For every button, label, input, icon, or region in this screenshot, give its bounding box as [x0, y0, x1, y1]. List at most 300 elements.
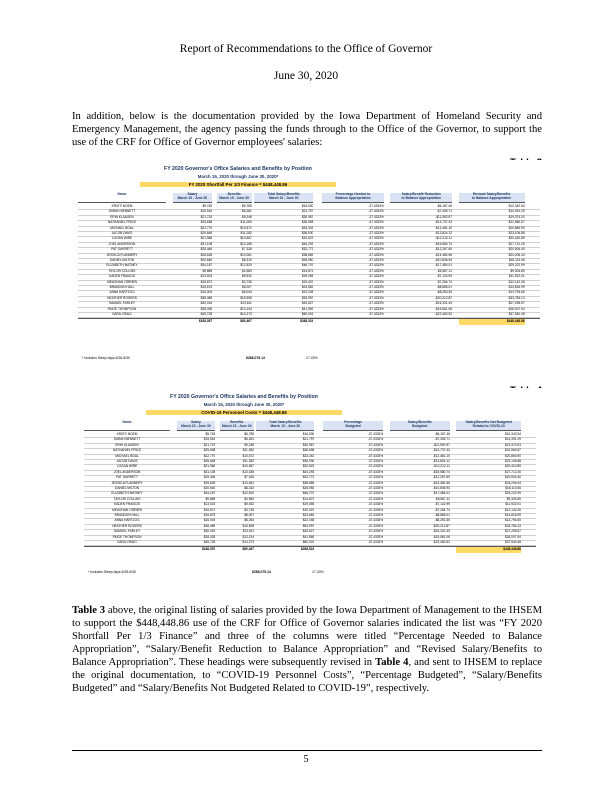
table-cell: $13,134	[242, 534, 255, 539]
table-cell: -$15,561.06	[432, 534, 450, 539]
table-3-image	[72, 160, 547, 382]
data-table	[78, 193, 540, 350]
table-cell: NATHANIEL PRICE	[107, 220, 137, 225]
table-cell: $22,770	[203, 453, 216, 458]
table-cell: -$16,580.74	[434, 241, 452, 246]
paragraph-text: , and sent to IHSEM to replace the original documentation, to “COVID-19 Personnel Costs”, “Percentage Budgeted”, “Salary/Benefits Budgeted” and “Salary/Benefits Not Budgeted Related to COVID-19”, respectively.	[72, 657, 542, 694]
table-cell: -$5,567.11	[436, 268, 452, 273]
table-cell: $18,113.06	[508, 258, 525, 262]
table-cell: $22,048	[301, 290, 314, 295]
table-cell: $9,889	[202, 268, 213, 273]
totals-row	[78, 318, 540, 324]
table-cell: -$5,567.11	[434, 496, 450, 501]
table-cell: $12,520	[242, 491, 255, 496]
totals-cell: $80,467	[240, 319, 252, 324]
summary-total: $268,075.14	[252, 570, 271, 574]
table-cell: $16,530	[301, 204, 314, 208]
table-cell: $8,310	[242, 258, 252, 262]
table-cell: $20,504.40	[508, 247, 525, 252]
table-cell: $6,281	[244, 437, 255, 442]
table-header-cell: Percentage Needed to Balance Appropriation	[322, 193, 384, 203]
table-cell: SARAH BENNETT	[108, 209, 136, 214]
table-cell: $16,530	[302, 432, 315, 436]
table-header-cell: Name	[78, 193, 166, 203]
table-cell: -37.4333%	[367, 480, 384, 485]
table-cell: DANIEL MILTON	[109, 258, 135, 262]
table-footnote: * Includes Sleep days 6/26-6/30	[82, 356, 130, 360]
table-cell: -37.4333%	[368, 236, 384, 241]
table-cell: $20,860.90	[504, 453, 521, 458]
table-cell: JESSICA FLANNERY	[106, 252, 138, 257]
table-cell: $30,016	[203, 529, 216, 534]
totals-row	[84, 546, 536, 552]
table-cell: $25,446	[200, 247, 213, 252]
table-cell: -37.4333%	[367, 496, 384, 501]
table-cell: $9,304.89	[510, 268, 525, 273]
table-cell: -$7,132.99	[434, 502, 450, 507]
table-cell: $13,611	[242, 529, 255, 534]
table-cell: -37.4333%	[367, 459, 384, 463]
table-cell: -$12,212.11	[435, 236, 452, 241]
table-cell: $41,569	[302, 534, 315, 539]
table-cell: $10,572	[240, 225, 252, 230]
table-cell: $27,295.57	[504, 529, 521, 534]
table-cell: -37.4333%	[368, 312, 384, 316]
table-cell: $24,206.44	[504, 480, 521, 485]
table-4-image	[72, 388, 547, 590]
table-cell: JACOB DAVIS	[116, 459, 138, 463]
table-cell: $5,532	[242, 274, 252, 279]
table-cell: $53,997	[301, 295, 314, 300]
table-cell: $9,304.89	[506, 496, 521, 501]
table-cell: -$12,481.10	[434, 225, 452, 230]
table-header-cell: Revised Salary/Benefits to Balance Appropriation	[459, 193, 525, 203]
table-cell: SARAH BENNETT	[113, 437, 141, 442]
table-cell: $14,391.29	[508, 209, 525, 214]
table-cell: BRANDON HALL	[114, 513, 140, 517]
table-cell: SARA CRAIG	[112, 312, 132, 316]
table-cell: $27,712.26	[504, 469, 521, 474]
table-cell: -$10,836.94	[434, 258, 452, 262]
table-cell: $7,326	[242, 247, 252, 252]
table-cell: -37.4333%	[367, 518, 384, 523]
table-cell: $60,001	[301, 312, 314, 316]
table-cell: -$15,561.06	[434, 306, 452, 311]
table-cell: -37.4333%	[368, 301, 384, 306]
table-cell: $28,435	[200, 306, 213, 311]
table-cell: ANNA HARTZOG	[109, 290, 135, 295]
table-cell: -37.4333%	[367, 475, 384, 480]
table-header-cell: Benefits March 15 - June 30	[217, 193, 252, 203]
table-cell: BRANDON HALL	[109, 285, 135, 289]
table-cell: $3,735	[244, 507, 255, 512]
table-cell: $12,142.26	[508, 279, 525, 284]
table-cell: $6,785	[242, 204, 252, 208]
table-cell: $53,997	[302, 523, 315, 528]
table-cell: $20,504.40	[504, 475, 521, 480]
table-cell: $10,572	[242, 453, 255, 458]
table-cell: -37.4333%	[367, 529, 384, 534]
table-header-cell: Percentage Budgeted	[323, 421, 383, 431]
table-cell: -37.4333%	[368, 220, 384, 225]
table-cell: $21,719	[203, 442, 216, 447]
table-cell: $8,310	[244, 486, 255, 490]
table-cell: -37.4333%	[367, 486, 384, 490]
table-cell: $8,007	[242, 285, 252, 289]
table-cell: $28,435	[203, 534, 216, 539]
table-header-cell: Benefits March 15 - June 30	[220, 421, 254, 431]
table-cell: $25,648	[200, 231, 213, 235]
table-cell: $16,004	[200, 290, 213, 295]
table-cell: -37.4333%	[368, 306, 384, 311]
table-cell: -37.4333%	[367, 534, 384, 539]
table-header-cell: Salary/Benefits Not Budgeted Related to COVID-19	[456, 421, 521, 431]
table-cell: $43,627	[301, 301, 314, 306]
table-cell: KADEN FRANCIS	[109, 274, 135, 279]
table-cell: -$12,267.60	[434, 247, 452, 252]
table-cell: JACOB DAVIS	[111, 231, 133, 235]
table-subtitle: March 15, 2020 through June 30, 2020*	[197, 174, 279, 179]
table-cell: $45,728	[203, 540, 216, 544]
table-cell: $33,342	[302, 453, 315, 458]
table-cell: -$13,824.12	[432, 459, 450, 463]
table-cell: $6,044	[242, 290, 252, 295]
table-cell: $15,508	[240, 295, 252, 300]
table-cell: $19,374.03	[508, 214, 525, 219]
table-cell: $25,638	[203, 448, 216, 453]
table-cell: $9,745	[202, 204, 213, 208]
table-cell: $36,698	[301, 220, 314, 225]
table-cell: -37.4333%	[367, 448, 384, 453]
table-cell: -$20,212.87	[432, 523, 450, 528]
table-cell: $14,872	[302, 496, 315, 501]
table-cell: -$7,132.99	[436, 274, 452, 279]
table-cell: TAYLOR COLLINS	[108, 268, 136, 273]
table-cell: $32,623	[301, 236, 314, 241]
table-cell: $19,407	[301, 279, 314, 284]
table-cell: $16,004	[203, 518, 216, 523]
table-reference: Table 3	[72, 605, 106, 616]
table-cell: $19,055	[301, 274, 314, 279]
table-cell: SARA CRAIG	[117, 540, 137, 544]
table-cell: MICHAEL BOAL	[115, 453, 139, 458]
table-header-cell: Total Salary/Benefits March 15 - June 30	[256, 421, 314, 431]
table-cell: $11,922.01	[505, 502, 521, 507]
table-cell: -37.4333%	[367, 464, 384, 469]
table-cell: -37.4333%	[367, 469, 384, 474]
table-cell: -$8,865.01	[434, 513, 450, 517]
table-cell: $12,142.26	[504, 507, 521, 512]
table-banner: FY 2020 Shortfall Per 1/3 Finance = $448,448.86	[140, 182, 336, 187]
table-cell: $44,293	[302, 469, 315, 474]
table-banner: COVID-19 Personnel Costs = $448,448.86	[146, 410, 342, 415]
table-cell: $14,273	[240, 312, 252, 316]
table-cell: $11,060	[242, 448, 255, 453]
table-cell: $13,523	[200, 274, 213, 279]
table-cell: $19,374.03	[504, 442, 521, 447]
table-cell: PAIGE THOMPSON	[112, 534, 142, 539]
table-cell: $33,784.13	[508, 295, 525, 300]
table-cell: $26,007.94	[504, 534, 521, 539]
table-cell: $18,113.06	[505, 486, 521, 490]
table-cell: -$12,267.60	[432, 475, 450, 480]
table-cell: $46,707	[302, 491, 315, 496]
table-cell: -37.4333%	[367, 540, 384, 544]
table-cell: $11,060	[240, 220, 252, 225]
table-cell: $37,540.48	[504, 540, 521, 544]
table-cell: -$14,482.56	[434, 252, 452, 257]
table-cell: -$12,481.10	[432, 453, 450, 458]
table-cell: LOGAN WIRE	[116, 464, 138, 469]
table-cell: MEAGHAN O'BRIEN	[107, 279, 137, 284]
table-header-cell: Salary March 15 - June 30	[177, 421, 216, 431]
table-cell: KRISTI NOEM	[111, 204, 133, 208]
table-cell: $13,794.65	[504, 518, 521, 523]
table-cell: $22,960.57	[508, 220, 525, 225]
totals-cell: $448,448.86	[456, 547, 521, 552]
table-cell: $21,719	[200, 214, 213, 219]
table-cell: -$14,482.56	[432, 480, 450, 485]
totals-cell: $448,448.86	[459, 319, 525, 324]
table-cell: -37.4333%	[367, 523, 384, 528]
table-cell: -$13,737.43	[432, 448, 450, 453]
table-cell: -$13,737.43	[434, 220, 452, 225]
table-cell: $20,410.89	[504, 464, 521, 469]
table-cell: $33,342	[301, 225, 314, 230]
table-cell: $21,966	[200, 236, 213, 241]
table-cell: $30,967	[302, 442, 315, 447]
table-cell: -$22,460.52	[434, 312, 452, 316]
table-cell: $37,540.48	[508, 312, 525, 316]
table-cell: $9,745	[205, 432, 216, 436]
table-cell: ANNA HARTZOG	[114, 518, 140, 523]
totals-cell: $188,057	[201, 547, 216, 552]
table-cell: $32,772	[302, 475, 315, 480]
table-cell: $13,794.65	[508, 290, 525, 295]
table-cell: $25,628	[203, 480, 216, 485]
table-cell: $10,657	[240, 236, 252, 241]
table-cell: $25,638	[200, 220, 213, 225]
table-cell: TAYLOR COLLINS	[113, 496, 141, 501]
table-cell: -$16,580.74	[432, 469, 450, 474]
table-cell: $21,797	[302, 437, 315, 442]
table-cell: $38,489	[200, 295, 213, 300]
table-cell: $34,187	[200, 263, 213, 268]
table-cell: $25,446	[203, 475, 216, 480]
table-cell: SAMUEL FARLEY	[113, 529, 141, 534]
table-cell: -37.4333%	[368, 209, 384, 214]
table-cell: MEAGHAN O'BRIEN	[112, 507, 142, 512]
table-cell: $24,206.44	[508, 252, 525, 257]
table-cell: -$17,484.01	[432, 491, 450, 496]
table-cell: ERIN KLAUSEN	[115, 442, 139, 447]
table-cell: -$8,253.35	[436, 290, 452, 295]
table-cell: -$12,212.11	[433, 464, 450, 469]
report-title: Report of Recommendations to the Office of Governor	[179, 43, 433, 55]
table-cell: -$7,405.71	[436, 209, 452, 214]
table-cell: $27,295.57	[508, 301, 525, 306]
table-cell: $45,728	[200, 312, 213, 316]
table-cell: $31,108	[200, 241, 213, 246]
table-cell: $25,648	[203, 459, 216, 463]
table-cell: $13,611	[240, 301, 252, 306]
table-cell: $36,930	[302, 459, 315, 463]
table-cell: -37.4333%	[367, 507, 384, 512]
table-cell: -37.4333%	[368, 225, 384, 230]
table-cell: JOEL ANDERSON	[113, 469, 141, 474]
table-cell: $28,950	[301, 258, 314, 262]
table-cell: PAT GARRETT	[116, 475, 138, 480]
table-cell: -37.4333%	[368, 241, 384, 246]
table-cell: $46,707	[301, 263, 314, 268]
table-cell: -$16,331.43	[432, 529, 450, 534]
table-cell: -37.4333%	[368, 295, 384, 300]
table-cell: KADEN FRANCIS	[114, 502, 140, 507]
table-cell: DANIEL MILTON	[115, 486, 140, 490]
table-cell: $33,784.13	[504, 523, 521, 528]
table-cell: $26,007.94	[508, 306, 525, 311]
table-cell: PAIGE THOMPSON	[107, 306, 137, 311]
table-cell: $31,108	[203, 469, 216, 474]
table-cell: $44,293	[301, 241, 314, 246]
table-cell: -37.4333%	[368, 290, 384, 295]
table-cell: $6,281	[242, 209, 252, 214]
table-cell: $23,682	[301, 285, 314, 289]
table-cell: -37.4333%	[368, 258, 384, 262]
table-header-cell: Salary/Benefits Budgeted	[390, 421, 450, 431]
table-cell: HEATHER ROGERS	[112, 523, 142, 528]
table-cell: -$6,187.46	[434, 432, 450, 436]
table-cell: $6,044	[244, 518, 255, 523]
table-cell: $25,628	[200, 252, 213, 257]
table-cell: -37.4333%	[367, 453, 384, 458]
table-header-cell: Salary March 15 - June 30	[173, 193, 213, 203]
page-number: 5	[303, 754, 309, 765]
table-cell: -$8,253.35	[434, 518, 450, 523]
table-cell: $29,222.99	[508, 263, 525, 268]
table-cell: -37.4333%	[368, 268, 384, 273]
table-cell: -37.4333%	[368, 204, 384, 208]
data-table	[84, 421, 536, 564]
table-cell: $10,342.54	[508, 204, 525, 208]
table-cell: $14,816.99	[508, 285, 525, 289]
table-cell: $6,785	[244, 432, 255, 436]
footer-rule	[72, 750, 542, 751]
table-cell: -37.4333%	[368, 274, 384, 279]
table-cell: $13,185	[240, 241, 252, 246]
table-cell: $10,657	[242, 464, 255, 469]
table-cell: $36,930	[301, 231, 314, 235]
table-cell: $28,950	[302, 486, 315, 490]
table-cell: -37.4333%	[368, 285, 384, 289]
totals-cell: $80,467	[242, 547, 255, 552]
table-cell: $15,516	[203, 437, 216, 442]
table-cell: $11,922.01	[508, 274, 525, 279]
table-cell: $8,007	[244, 513, 255, 517]
table-cell: -$11,592.97	[433, 442, 450, 447]
table-header-cell: Salary/Benefit Reduction to Balance Appropriation	[390, 193, 452, 203]
table-cell: $23,105.88	[504, 459, 521, 463]
closing-paragraph	[72, 604, 542, 695]
table-cell: $30,016	[200, 301, 213, 306]
table-cell: -37.4333%	[368, 279, 384, 284]
table-cell: -37.4333%	[367, 513, 384, 517]
table-cell: PAT GARRETT	[111, 247, 133, 252]
table-cell: ELIZABETH MATNEY	[111, 491, 143, 496]
totals-cell: $268,524	[301, 547, 315, 552]
table-cell: $20,410.89	[508, 236, 525, 241]
table-cell: $29,222.99	[504, 491, 521, 496]
table-cell: $14,816.99	[504, 513, 521, 517]
table-cell: $27,712.26	[508, 241, 525, 246]
table-cell: $14,391.29	[504, 437, 521, 442]
table-cell: -37.4333%	[368, 214, 384, 219]
table-cell: -37.4333%	[368, 247, 384, 252]
table-cell: $22,770	[200, 225, 213, 230]
table-cell: -37.4333%	[368, 231, 384, 235]
table-header-cell: Name	[84, 421, 170, 431]
table-cell: $13,061	[240, 252, 252, 257]
table-cell: -37.4333%	[367, 502, 384, 507]
table-cell: $10,342.54	[504, 432, 521, 436]
table-cell: $20,860.90	[508, 225, 525, 230]
table-cell: $22,048	[302, 518, 315, 523]
table-cell: $15,508	[242, 523, 255, 528]
table-cell: $20,640	[203, 486, 216, 490]
table-cell: $23,682	[302, 513, 315, 517]
table-cell: -$22,460.52	[432, 540, 450, 544]
table-cell: -37.4333%	[368, 263, 384, 268]
summary-total: $268,075.14	[246, 356, 265, 360]
table-cell: $34,187	[203, 491, 216, 496]
table-cell: $15,516	[200, 209, 213, 214]
table-cell: $60,001	[302, 540, 315, 544]
table-cell: $13,061	[242, 480, 255, 485]
report-date: June 30, 2020	[273, 70, 339, 82]
table-cell: HEATHER ROGERS	[107, 295, 137, 300]
table-cell: KRISTI NOEM	[116, 432, 138, 436]
intro-paragraph: In addition, below is the documentation provided by the Iowa Department of Homeland Security and Emergency Management, the agency passing the funds through to the Office of the Governor, to support the use of the CRF for Office of Governor employees' salaries:	[72, 111, 542, 148]
table-cell: $9,248	[244, 442, 255, 447]
table-cell: -$20,212.87	[434, 295, 452, 300]
table-cell: $14,872	[301, 268, 314, 273]
table-cell: $3,735	[242, 279, 252, 284]
totals-cell: $268,524	[300, 319, 314, 324]
table-cell: -$13,824.12	[434, 231, 452, 235]
paragraph-text: above, the original listing of salaries provided by the Iowa Department of Management to the IHSEM to support the $448,448.86 use of the CRF for Office of Governor salaries indicated the list was “FY 2020 Shortfall Per 1/3 Finance” and three of the columns were titled “Percentage Needed to Balance Appropriation”, “Salary/Benefit Reduction to Balance Appropriation” and “Revised Salary/Benefits to Balance Appropriation”. These headings were subsequently revised in	[72, 605, 542, 668]
table-cell: -$6,187.46	[436, 204, 452, 208]
table-cell: $13,523	[203, 502, 216, 507]
table-cell: $11,282	[240, 231, 252, 235]
table-cell: $15,672	[200, 279, 213, 284]
table-cell: $19,407	[302, 507, 315, 512]
table-cell: $19,055	[302, 502, 315, 507]
table-cell: $32,623	[302, 464, 315, 469]
table-cell: $13,185	[242, 469, 255, 474]
table-cell: $41,569	[301, 306, 314, 311]
table-cell: ELIZABETH MATNEY	[106, 263, 138, 268]
table-cell: $7,326	[244, 475, 255, 480]
table-header-cell: Total Salary/Benefits March 15 - June 30	[254, 193, 313, 203]
table-cell: ERIN KLAUSEN	[110, 214, 134, 219]
table-footnote: * Includes Sleep days 6/26-6/30	[88, 570, 136, 574]
table-cell: $23,105.88	[508, 231, 525, 235]
table-cell: LOGAN WIRE	[111, 236, 133, 241]
totals-cell: $188,057	[198, 319, 213, 324]
table-cell: -37.4333%	[367, 442, 384, 447]
table-cell: $38,489	[203, 523, 216, 528]
table-title: FY 2020 Governor's Office Salaries and Benefits by Position	[164, 166, 312, 172]
